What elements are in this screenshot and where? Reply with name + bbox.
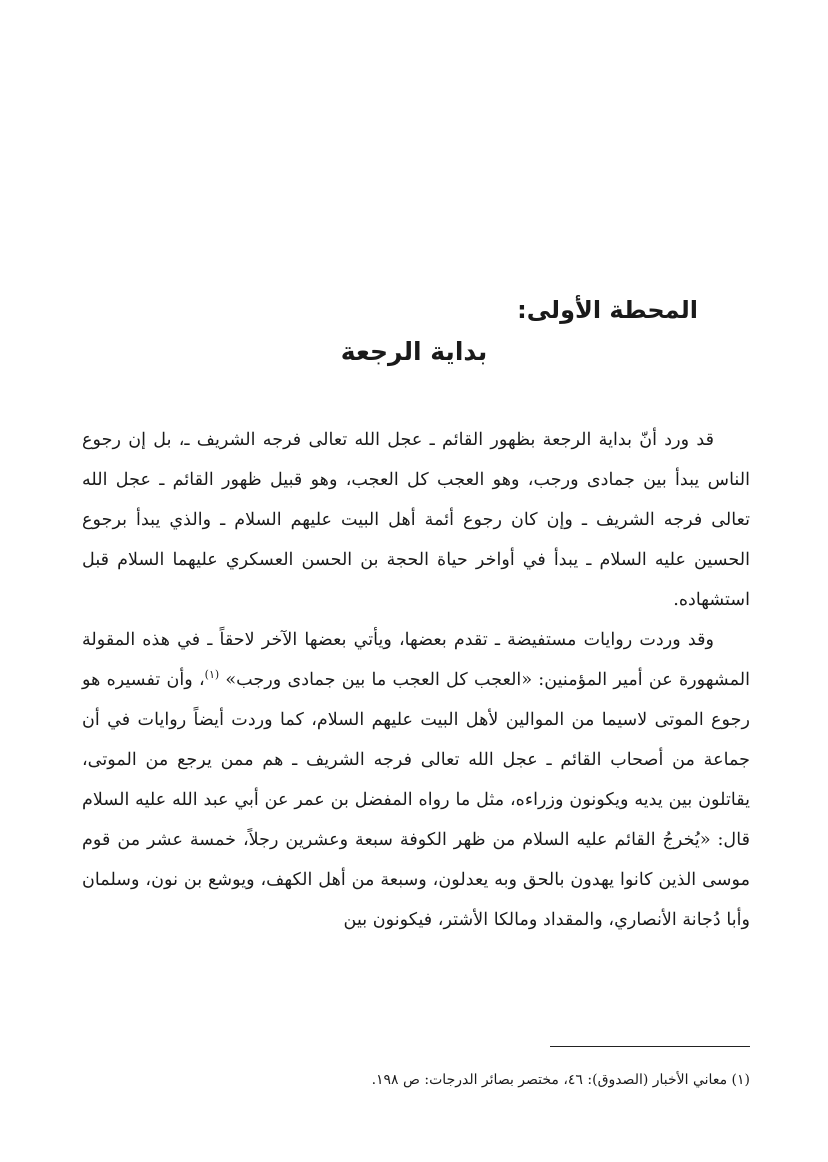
paragraph-1: قد ورد أنّ بداية الرجعة بظهور القائم ـ عجل الله تعالى فرجه الشريف ـ، بل إن رجوع الناس يبدأ بين جمادى ورجب، وهو العجب كل العجب، وهو قبيل ظهور القائم ـ عجل الله تعالى فرجه الشريف ـ وإن كان رجوع أئمة أهل البيت عليهم السلام ـ والذي يبدأ برجوع الحسين عليه السلام ـ يبدأ في أواخر حياة الحجة بن الحسن العسكري عليهما السلام قبل استشهاده. (82, 430, 750, 610)
paragraph-2-text-after-ref: ، وأن تفسيره هو رجوع الموتى لاسيما من الموالين لأهل البيت عليهم السلام، كما وردت أيضاً روايات في أن جماعة من أصحاب القائم ـ عجل الله تعالى فرجه الشريف ـ هم ممن يرجع من الموتى، يقاتلون بين يديه ويكونون وزراءه، مثل ما رواه المفضل بن عمر عن أبي عبد الله عليه السلام قال: «يُخرجُ القائم عليه السلام من ظهر الكوفة سبعة وعشرين رجلاً، خمسة عشر من قوم موسى الذين كانوا يهدون بالحق وبه يعدلون، وسبعة من أهل الكهف، ويوشع بن نون، وسلمان وأبا دُجانة الأنصاري، والمقداد ومالكا الأشتر، فيكونون بين (82, 670, 750, 930)
section-label: المحطة الأولى: (517, 296, 698, 324)
body-text (82, 420, 750, 940)
footnote-reference[interactable]: (١) (204, 668, 220, 682)
paragraph-2-text-before-ref: وقد وردت روايات مستفيضة ـ تقدم بعضها، ويأتي بعضها الآخر لاحقاً ـ في هذه المقولة المشهورة عن أمير المؤمنين: «العجب كل العجب ما بين جمادى ورجب» (82, 630, 750, 690)
chapter-title: بداية الرجعة (340, 337, 488, 366)
paragraph-2 (82, 620, 750, 940)
footnote-divider (550, 1046, 750, 1047)
footnote: (١) معاني الأخبار (الصدوق): ٤٦، مختصر بصائر الدرجات: ص ١٩٨. (371, 1072, 750, 1088)
